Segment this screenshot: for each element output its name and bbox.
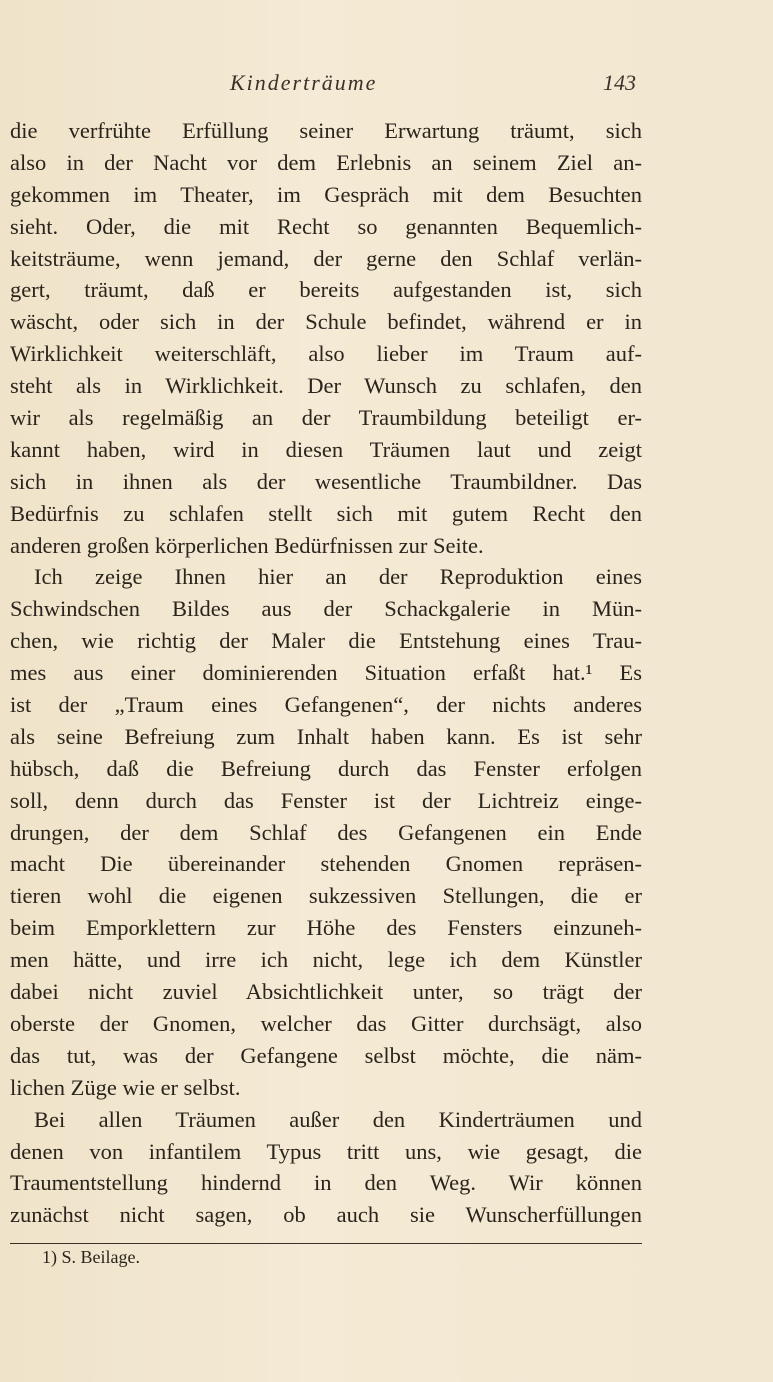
- text-line: dabei nicht zuviel Absichtlichkeit unter, so trägt der: [10, 979, 642, 1005]
- text-line: ist der „Traum eines Gefangenen“, der nichts anderes: [10, 692, 642, 718]
- text-line: Ich zeige Ihnen hier an der Reproduktion eines: [34, 564, 642, 590]
- text-line: anderen großen körperlichen Bedürfnissen zur Seite.: [10, 532, 484, 558]
- text-line: chen, wie richtig der Maler die Entstehung eines Trau-: [10, 628, 642, 654]
- text-line: drungen, der dem Schlaf des Gefangenen ein Ende: [10, 819, 642, 845]
- text-line: keitsträume, wenn jemand, der gerne den Schlaf verlän-: [10, 245, 642, 271]
- footnote: 1) S. Beilage.: [42, 1247, 140, 1267]
- running-title: Kinderträume: [230, 70, 378, 95]
- running-head: [0, 70, 773, 100]
- text-line: sich in ihnen als der wesentliche Traumbildner. Das: [10, 468, 642, 494]
- text-line: beim Emporklettern zur Höhe des Fensters einzuneh-: [10, 915, 642, 941]
- text-line: wäscht, oder sich in der Schule befindet, während er in: [10, 309, 642, 335]
- text-line: Traumentstellung hindernd in den Weg. Wir können: [10, 1170, 642, 1196]
- body-text: [10, 115, 642, 1231]
- text-line: mes aus einer dominierenden Situation erfaßt hat.¹ Es: [10, 660, 642, 686]
- text-line: macht Die übereinander stehenden Gnomen repräsen-: [10, 851, 642, 877]
- text-line: gert, träumt, daß er bereits aufgestanden ist, sich: [10, 277, 642, 303]
- text-line: Bedürfnis zu schlafen stellt sich mit gutem Recht den: [10, 500, 642, 526]
- text-line: also in der Nacht vor dem Erlebnis an seinem Ziel an-: [10, 149, 642, 175]
- text-line: das tut, was der Gefangene selbst möchte, die näm-: [10, 1042, 642, 1068]
- text-line: als seine Befreiung zum Inhalt haben kann. Es ist sehr: [10, 723, 642, 749]
- text-line: men hätte, und irre ich nicht, lege ich dem Künstler: [10, 947, 642, 973]
- text-line: soll, denn durch das Fenster ist der Lichtreiz einge-: [10, 787, 642, 813]
- text-line: die verfrühte Erfüllung seiner Erwartung träumt, sich: [10, 118, 642, 143]
- text-line: hübsch, daß die Befreiung durch das Fenster erfolgen: [10, 755, 642, 781]
- text-line: gekommen im Theater, im Gespräch mit dem Besuchten: [10, 181, 642, 207]
- text-line: oberste der Gnomen, welcher das Gitter durchsägt, also: [10, 1010, 642, 1036]
- text-line: denen von infantilem Typus tritt uns, wie gesagt, die: [10, 1138, 642, 1164]
- text-line: kannt haben, wird in diesen Träumen laut und zeigt: [10, 436, 642, 462]
- text-line: zunächst nicht sagen, ob auch sie Wunscherfüllungen: [10, 1202, 642, 1228]
- text-line: Schwindschen Bildes aus der Schackgalerie in Mün-: [10, 596, 642, 622]
- text-line: wir als regelmäßig an der Traumbildung beteiligt er-: [10, 405, 642, 431]
- text-line: steht als in Wirklichkeit. Der Wunsch zu schlafen, den: [10, 373, 642, 399]
- page-number: 143: [603, 70, 636, 95]
- footnote-rule: [10, 1243, 642, 1244]
- text-line: tieren wohl die eigenen sukzessiven Stellungen, die er: [10, 883, 642, 909]
- text-line: Wirklichkeit weiterschläft, also lieber im Traum auf-: [10, 341, 642, 367]
- text-line: Bei allen Träumen außer den Kinderträumen und: [34, 1106, 642, 1132]
- text-line: sieht. Oder, die mit Recht so genannten Bequemlich-: [10, 213, 642, 239]
- text-line: lichen Züge wie er selbst.: [10, 1074, 241, 1100]
